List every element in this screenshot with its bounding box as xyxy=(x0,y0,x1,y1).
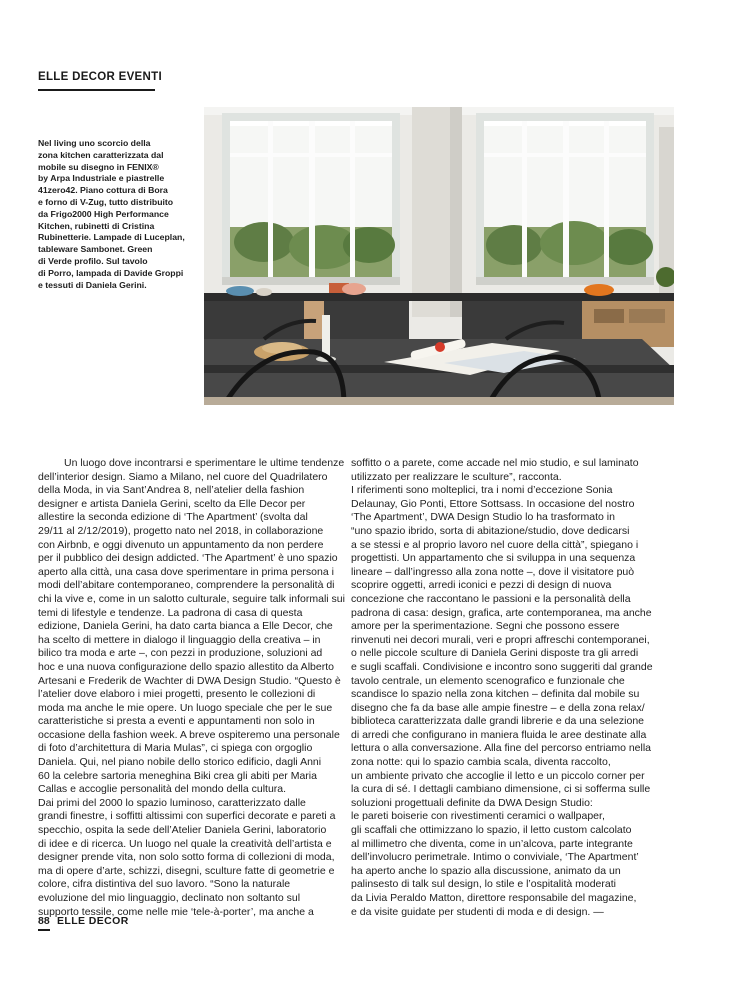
text-line: ‘The Apartment’, DWA Design Studio lo ha trasformato in xyxy=(351,511,615,524)
page-number-underline xyxy=(38,929,50,931)
caption-line: 41zero42. Piano cottura di Bora xyxy=(38,185,168,196)
article-column-right xyxy=(351,457,675,919)
text-line: temi di lifestyle e tendenze. La padrona di casa di questa xyxy=(38,606,303,619)
caption-line: e forno di V-Zug, tutto distribuito xyxy=(38,196,174,207)
text-line: amore per la sperimentazione. Segni che possono essere xyxy=(351,620,620,633)
text-line: gli scaffali che ottimizzano lo spazio, il letto custom calcolato xyxy=(351,824,632,837)
text-line: le pareti boiserie con rivestimenti ceramici o wallpaper, xyxy=(351,810,605,823)
window-left xyxy=(222,113,400,285)
text-line: padrona di casa: design, grafica, arte contemporanea, ma anche xyxy=(351,606,652,619)
text-line: colore, cifra distintiva del suo lavoro. “Sono la naturale xyxy=(38,878,291,891)
text-line: moda ma anche le mie opere. Un luogo speciale che per le sue xyxy=(38,701,333,714)
text-line: a se stessi e al proprio lavoro nel cuore della città”, spiegano i xyxy=(351,538,639,551)
text-line: Artesani e Frederik de Wachter di DWA Design Studio. “Questo è xyxy=(38,674,341,687)
text-line: tavolo centrale, un elemento scenografico e funzionale che xyxy=(351,674,625,687)
text-line: lineare – dall’ingresso alla zona notte –, dove il visitatore può xyxy=(351,565,635,578)
text-line: e da visite guidate per studenti di moda e di design. — xyxy=(351,905,604,918)
article-column-left xyxy=(38,457,362,919)
text-line: supporto tessile, come nelle mie ‘tele-à-porter’, ma anche a xyxy=(38,905,314,918)
text-line: Un luogo dove incontrarsi e sperimentare le ultime tendenze xyxy=(64,457,345,469)
text-line: della Moda, in via Sant’Andrea 8, nell’atelier della fashion xyxy=(38,484,305,497)
caption-line: di Porro, lampada di Davide Groppi xyxy=(38,267,184,278)
text-line: Dai primi del 2000 lo spazio luminoso, caratterizzato dalle xyxy=(38,796,306,809)
caption-line: di Verde profilo. Sul tavolo xyxy=(38,255,148,266)
text-line: o nelle piccole sculture di Daniela Gerini disposte tra gli arredi xyxy=(351,647,639,660)
caption-line: by Arpa Industriale e piastrelle xyxy=(38,173,165,184)
text-line: per il pubblico dei design addicted. ‘The Apartment’ è uno spazio xyxy=(38,552,338,565)
text-line: 29/11 al 2/12/2019), progetto nato nel 2018, in collaborazione xyxy=(38,524,324,537)
text-line: “uno spazio ibrido, sorta di abitazione/studio, dove dedicarsi xyxy=(351,524,630,537)
text-line: scoprire oggetti, arredi iconici e pezzi di design di nuova xyxy=(351,579,612,592)
text-line: palinsesto di talk sul design, lo stile e l’ospitalità moderati xyxy=(351,878,616,891)
text-line: ma di opere d’arte, schizzi, disegni, sculture fatte di geometrie e xyxy=(38,864,335,877)
text-line: specchio, ospita la sede dell’Atelier Daniela Gerini, laboratorio xyxy=(38,824,327,837)
text-line: rinvenuti nei decori murali, veri e propri affreschi contemporanei, xyxy=(351,633,650,646)
text-line: aperto alla città, una casa dove sperimentare in prima persona i xyxy=(38,565,334,578)
text-line: modi dell’abitare contemporaneo, comprendere la personalità di xyxy=(38,579,335,592)
text-line: con Airbnb, e oggi divenuto un appuntamento da non perdere xyxy=(38,538,324,551)
text-line: di arredi che configurano in maniera fluida le aree destinate alla xyxy=(351,728,647,741)
section-label: ELLE DECOR EVENTI xyxy=(38,71,162,83)
text-line: soluzioni progettuali definite da DWA Design Studio: xyxy=(351,796,593,809)
text-line: designer e artista Daniela Gerini, scelto da Elle Decor per xyxy=(38,497,306,510)
text-line: zona notte: qui lo spazio cambia scala, diventa raccolto, xyxy=(351,756,611,769)
kitchen-photo xyxy=(204,107,674,405)
text-line: Delaunay, Gio Ponti, Ettore Sottsass. In occasione del nostro xyxy=(351,497,635,510)
text-line: progettisti. Un appartamento che si sviluppa in una sequenza xyxy=(351,552,636,565)
text-line: da Livia Peraldo Matton, direttore responsabile del magazine, xyxy=(351,892,637,904)
text-line: l’atelier dove elaboro i miei progetti, presento le collezioni di xyxy=(38,688,316,701)
text-line: dell’involucro perimetrale. Intimo o conviviale, ‘The Apartment’ xyxy=(351,851,639,864)
caption-line: mobile su disegno in FENIX® xyxy=(38,161,159,172)
caption-line: zona kitchen caratterizzata dal xyxy=(38,149,164,160)
photo-caption xyxy=(38,138,200,291)
kitchen-illustration xyxy=(204,107,674,405)
text-line: soffitto o a parete, come accade nel mio studio, e sul laminato xyxy=(351,457,639,469)
text-line: chi la vive e, come in un salotto culturale, seguire talk informali sui xyxy=(38,592,345,605)
text-line: scandisce lo spazio nella zona kitchen – definita dal mobile su xyxy=(351,688,640,701)
text-line: disegno che fa da base alle ampie finestre – e della zona relax/ xyxy=(351,701,645,714)
caption-line: Rubinetterie. Lampade di Luceplan, xyxy=(38,232,185,243)
text-line: evoluzione del mio linguaggio, declinato non soltanto sul xyxy=(38,892,301,904)
text-line: Daniela. Qui, nel piano nobile dello storico edificio, dagli Anni xyxy=(38,756,322,769)
text-line: ha aperto anche lo spazio alla discussione, animato da un xyxy=(351,864,621,877)
caption-line: e tessuti di Daniela Gerini. xyxy=(38,279,147,290)
text-line: di foto d’architettura di Maria Mulas”, ci spiega con orgoglio xyxy=(38,742,313,755)
text-line: bilico tra moda e arte –, con pezzi in produzione, soluzioni ad xyxy=(38,647,323,660)
text-line: 60 la celebre sartoria meneghina Biki crea gli abiti per Maria xyxy=(38,769,317,782)
text-line: utilizzato per realizzare le sculture”, racconta. xyxy=(351,470,562,483)
text-line: occasione della fashion week. A breve ospiteremo una personale xyxy=(38,728,340,741)
text-line: biblioteca caratterizzata dalle grandi librerie e da una selezione xyxy=(351,715,645,728)
text-line: lettura o alla conversazione. Alla fine del percorso entriamo nella xyxy=(351,742,652,755)
text-line: grandi finestre, i soffitti altissimi con superfici decorate e pareti a xyxy=(38,810,336,823)
text-line: e sugli scaffali. Condivisione e incontro sono suggeriti dal grande xyxy=(351,660,653,673)
text-line: designer prende vita, non solo sotto forma di collezioni di moda, xyxy=(38,851,335,864)
section-underline xyxy=(38,89,155,91)
text-line: la cura di sé. I dettagli cambiano dimensione, ci si sofferma sulle xyxy=(351,783,651,796)
caption-line: tableware Sambonet. Green xyxy=(38,244,153,255)
text-line: al millimetro che diventa, come in un’alcova, parte integrante xyxy=(351,837,633,850)
text-line: concezione che raccontano le passioni e la personalità della xyxy=(351,592,631,605)
magazine-name: ELLE DECOR xyxy=(57,915,129,927)
caption-line: Nel living uno scorcio della xyxy=(38,138,151,148)
text-line: hoc e una nuova configurazione dello spazio allestito da Alberto xyxy=(38,660,334,673)
text-line: un ambiente privato che accoglie il letto e un piccolo corner per xyxy=(351,769,645,782)
caption-line: Kitchen, rubinetti di Cristina xyxy=(38,220,155,231)
text-line: dell’interior design. Siamo a Milano, nel cuore del Quadrilatero xyxy=(38,470,328,483)
text-line: caratteristiche si presta a eventi e appuntamenti non solo in xyxy=(38,715,315,728)
text-line: I riferimenti sono molteplici, tra i nomi d’eccezione Sonia xyxy=(351,484,613,497)
caption-line: da Frigo2000 High Performance xyxy=(38,208,169,219)
text-line: Callas e accoglie personalità del mondo della cultura. xyxy=(38,783,287,796)
text-line: allestire la seconda edizione di ‘The Apartment’ (svolta dal xyxy=(38,511,308,524)
window-right xyxy=(476,113,654,285)
text-line: ha scelto di mettere in dialogo il linguaggio della creativa – in xyxy=(38,633,321,646)
text-line: di idee e di ricerca. Un luogo nel quale la creatività dell’artista e xyxy=(38,837,332,850)
text-line: edizione, Daniela Gerini, ha dato carta bianca a Elle Decor, che xyxy=(38,620,333,633)
page-number: 88 xyxy=(38,915,50,927)
